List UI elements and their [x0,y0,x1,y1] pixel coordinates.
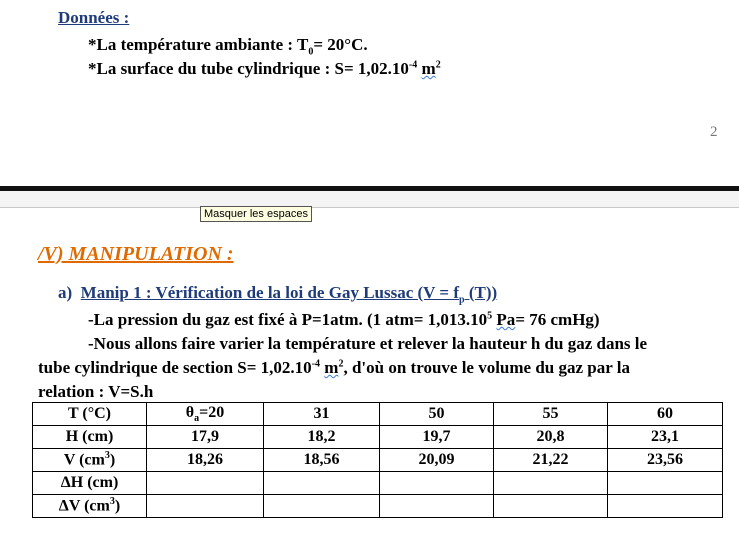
manip1-heading [58,283,497,305]
ambient-temperature-line: *La température ambiante : $T_0= 20^\circ C$. [88,35,368,58]
table-cell[interactable]: ΔH (cm) [33,472,147,495]
tube-surface-line: *La surface du tube cylindrique : $S= 1,02.10^{-4}$ $m^2$ [88,59,441,78]
table-cell[interactable]: 50 [380,403,494,426]
table-cell[interactable] [264,472,380,495]
table-row [33,403,723,426]
table-cell[interactable]: 23,56 [608,449,723,472]
table-cell[interactable] [147,472,264,495]
table-cell[interactable]: V $(cm^3)$ [33,449,147,472]
table-cell[interactable] [494,472,608,495]
table-row [33,426,723,449]
table-cell[interactable]: ΔV $(cm^3)$ [33,495,147,518]
table-cell[interactable]: 21,22 [494,449,608,472]
manip1-title: Manip 1 : Vérification de la loi de Gay Lussac ($V = f_p$ (T)) [80,283,498,306]
page-gap[interactable] [0,191,739,208]
pressure-paragraph: -La pression du gaz est fixé à P=1atm. (1 $atm= 1,013.10^5$ Pa= 76 cmHg) [88,310,600,329]
table-cell[interactable] [264,495,380,518]
table-cell[interactable]: 31 [264,403,380,426]
table-cell[interactable]: 18,2 [264,426,380,449]
table-cell[interactable]: 19,7 [380,426,494,449]
table-cell[interactable]: 20,8 [494,426,608,449]
table-cell[interactable]: 23,1 [608,426,723,449]
table-row [33,449,723,472]
measurement-table [32,402,723,518]
table-cell[interactable]: 18,56 [264,449,380,472]
table-cell[interactable]: 60 [608,403,723,426]
table-cell[interactable]: 20,09 [380,449,494,472]
procedure-line-1: -Nous allons faire varier la température et relever la hauteur h du gaz dans le [88,334,648,353]
table-row [33,495,723,518]
table-cell[interactable] [608,495,723,518]
manipulation-heading: /V) MANIPULATION : [38,243,234,265]
page-number: 2 [710,124,718,140]
table-row [33,472,723,495]
table-cell[interactable]: 18,26 [147,449,264,472]
list-marker: a) [58,283,73,302]
table-cell[interactable] [147,495,264,518]
table-cell[interactable]: H (cm) [33,426,147,449]
table-cell[interactable] [380,472,494,495]
hide-whitespace-tooltip: Masquer les espaces [200,206,312,222]
table-cell[interactable] [380,495,494,518]
table-cell[interactable] [494,495,608,518]
table-cell[interactable]: $\theta_a=20$ [147,403,264,426]
table-cell[interactable]: 17,9 [147,426,264,449]
table-cell[interactable] [608,472,723,495]
relation-line: relation : V=S.h [38,382,154,401]
donnees-heading: Données : [58,8,130,27]
procedure-line-2: tube cylindrique de section $S= 1,02.10^{-4}$ $m^2$, d'où on trouve le volume du gaz par la [38,358,630,377]
table-cell[interactable]: 55 [494,403,608,426]
table-cell[interactable]: T (°C) [33,403,147,426]
